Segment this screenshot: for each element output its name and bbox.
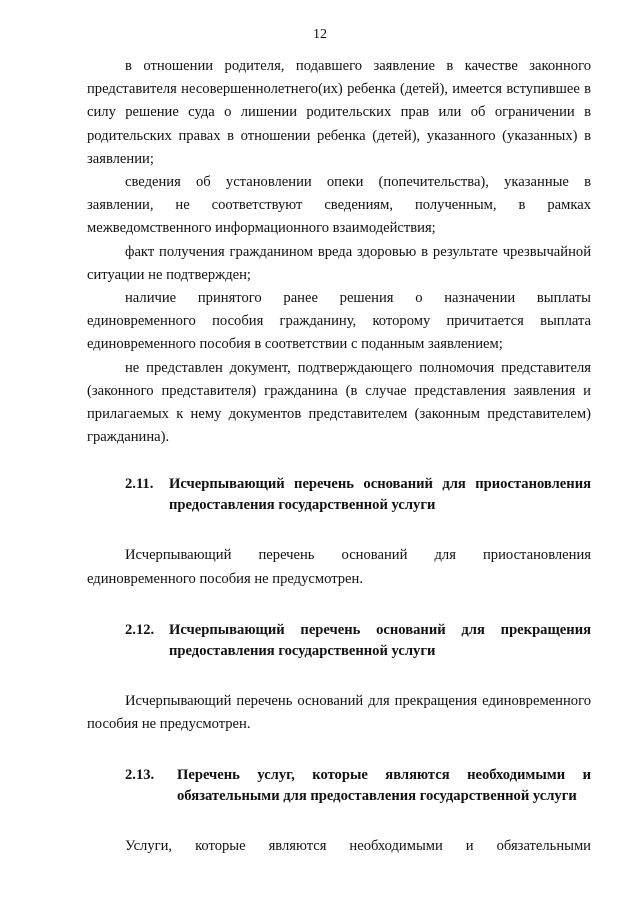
section-number: 2.11.	[125, 476, 154, 493]
section-title: Исчерпывающий перечень оснований для прекращения предоставления государственной услуги	[169, 621, 591, 659]
section-number: 2.13.	[125, 767, 155, 784]
section-body-2-13: Услуги, которые являются необходимыми и обязательными	[125, 838, 591, 855]
paragraph-no-authority-document: не представлен документ, подтверждающего полномочия представителя (законного представителя) гражданина (в случае представления заявления и прилагаемых к нему документов представителем (законным представителем) гражданина).	[87, 359, 591, 446]
section-heading-2-13	[125, 765, 591, 807]
section-title: Перечень услуг, которые являются необходимыми и обязательными для предоставления государственной услуги	[177, 767, 591, 805]
section-title: Исчерпывающий перечень оснований для приостановления предоставления государственной услуги	[169, 476, 591, 514]
page-content	[87, 55, 591, 858]
section-body-2-12: Исчерпывающий перечень оснований для прекращения единовременного пособия не предусмотрен.	[87, 692, 591, 733]
section-heading-2-11	[125, 474, 591, 516]
paragraph-prior-decision: наличие принятого ранее решения о назначении выплаты единовременного пособия гражданину, которому причитается выплата единовременного пособия в соответствии с поданным заявлением;	[87, 290, 591, 353]
section-number: 2.12.	[125, 621, 155, 638]
paragraph-parent-rights: в отношении родителя, подавшего заявление в качестве законного представителя несовершеннолетнего(их) ребенка (детей), имеется вступившее в силу решение суда о лишении родительских прав или об ограничении в родительских правах в отношении ребенка (детей), указанного (указанных) в заявлении;	[87, 58, 591, 167]
page-number: 12	[313, 27, 327, 42]
paragraph-harm-not-confirmed: факт получения гражданином вреда здоровью в результате чрезвычайной ситуации не подтвержден;	[87, 243, 591, 283]
section-heading-2-12	[125, 620, 591, 662]
section-body-2-11: Исчерпывающий перечень оснований для приостановления единовременного пособия не предусмотрен.	[87, 547, 591, 587]
paragraph-guardianship: сведения об установлении опеки (попечительства), указанные в заявлении, не соответствуют сведениям, полученным, в рамках межведомственного информационного взаимодействия;	[87, 174, 591, 237]
